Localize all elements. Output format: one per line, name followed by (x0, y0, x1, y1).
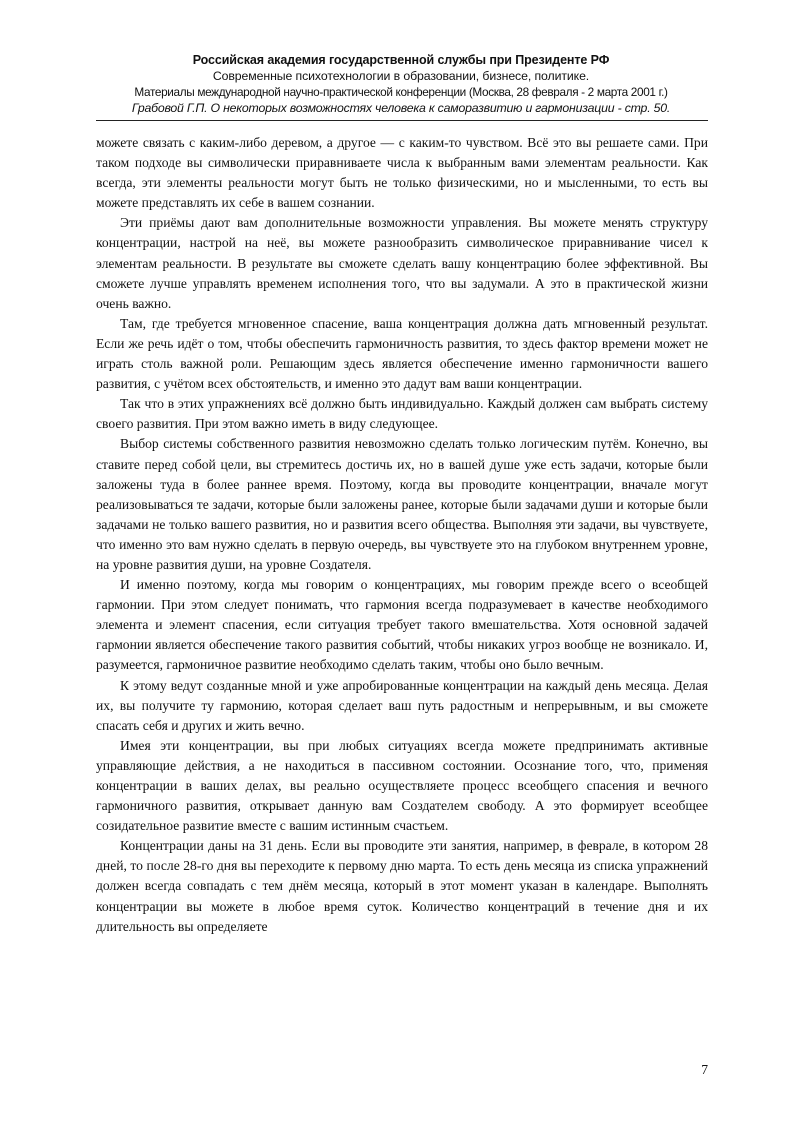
paragraph: Эти приёмы дают вам дополнительные возможности управления. Вы можете менять структуру концентрации, настрой на неё, вы можете разнообразить символическое приравнивание чисел к элементам реальности. В результате вы сможете сделать вашу концентрацию более эффективной. Вы сможете лучше управлять временем исполнения того, что вы задумали. А это в практической жизни очень важно. (96, 215, 708, 311)
paragraph: Выбор системы собственного развития невозможно сделать только логическим путём. Конечно, вы ставите перед собой цели, вы стремитесь достичь их, но в вашей душе уже есть задачи, которые были заложены туда в более раннее время. Поэтому, когда вы проводите концентрации, вначале могут реализовываться те задачи, которые были заложены ранее, которые были задачами души и которые были задачами не только вашего развития, но и развития всего общества. Выполняя эти задачи, вы чувствуете, что именно это вам нужно сделать в первую очередь, вы чувствуете это на глубоком внутреннем уровне, на уровне развития души, на уровне Создателя. (96, 436, 708, 572)
paragraph: можете связать с каким-либо деревом, а другое — с каким-то чувством. Всё это вы решаете сами. При таком подходе вы символически приравниваете числа к выбранным вами элементам реальности. Как всегда, эти элементы реальности могут быть не только физическими, но и мысленными, то есть вы можете представлять их себе в вашем сознании. (96, 135, 708, 211)
page-number: 7 (701, 1062, 708, 1077)
body-text (96, 133, 708, 937)
paragraph: Так что в этих упражнениях всё должно быть индивидуально. Каждый должен сам выбрать систему своего развития. При этом важно иметь в виду следующее. (96, 396, 708, 432)
header-series: Современные психотехнологии в образовании, бизнесе, политике. (212, 69, 590, 83)
paragraph: К этому ведут созданные мной и уже апробированные концентрации на каждый день месяца. Делая их, вы получите ту гармонию, которая сделает ваш путь радостным и непрерывным, и вы сможете спасать себя и других и жить вечно. (96, 677, 708, 733)
header-divider (96, 120, 708, 121)
header-proceedings: Материалы международной научно-практической конференции (Москва, 28 февраля - 2 марта 2001 г.) (134, 85, 668, 99)
paragraph: Там, где требуется мгновенное спасение, ваша концентрация должна дать мгновенный результат. Если же речь идёт о том, чтобы обеспечить гармоничность развития, то здесь фактор времени может не играть столь важной роли. Решающим здесь является обеспечение именно гармоничности вашего развития, с учётом всех обстоятельств, и именно это дадут вам ваши концентрации. (96, 315, 708, 392)
running-header (96, 52, 706, 116)
paragraph: Имея эти концентрации, вы при любых ситуациях всегда можете предпринимать активные управляющие действия, а не находиться в пассивном состоянии. Осознание того, что, применяя концентрации в ваших делах, вы реально осуществляете процесс всеобщего спасения и вечного гармоничного развития, открывает данную вам Создателем свободу. А это формирует всеобщее созидательное развитие вместе с вашим истинным счастьем. (96, 737, 708, 834)
header-organization: Российская академия государственной службы при Президенте РФ (192, 53, 610, 67)
paragraph: Концентрации даны на 31 день. Если вы проводите эти занятия, например, в феврале, в котором 28 дней, то после 28-го дня вы переходите к первому дню марта. То есть день месяца из списка упражнений должен всегда совпадать с тем днём месяца, который в этот момент указан в календаре. Выполнять концентрации вы можете в любое время суток. Количество концентраций в течение дня и их длительность вы определяете (96, 838, 708, 934)
header-reference: Грабовой Г.П. О некоторых возможностях человека к саморазвитию и гармонизации - стр. 50. (131, 101, 671, 115)
paragraph: И именно поэтому, когда мы говорим о концентрациях, мы говорим прежде всего о всеобщей гармонии. При этом следует понимать, что гармония всегда подразумевает в качестве необходимого элемента и элемент спасения, если ситуация требует такого вмешательства. Хотя основной задачей гармонии является обеспечение такого развития событий, чтобы никаких угроз вообще не возникало. И, разумеется, гармоничное развитие необходимо сделать таким, чтобы оно было вечным. (96, 577, 708, 673)
